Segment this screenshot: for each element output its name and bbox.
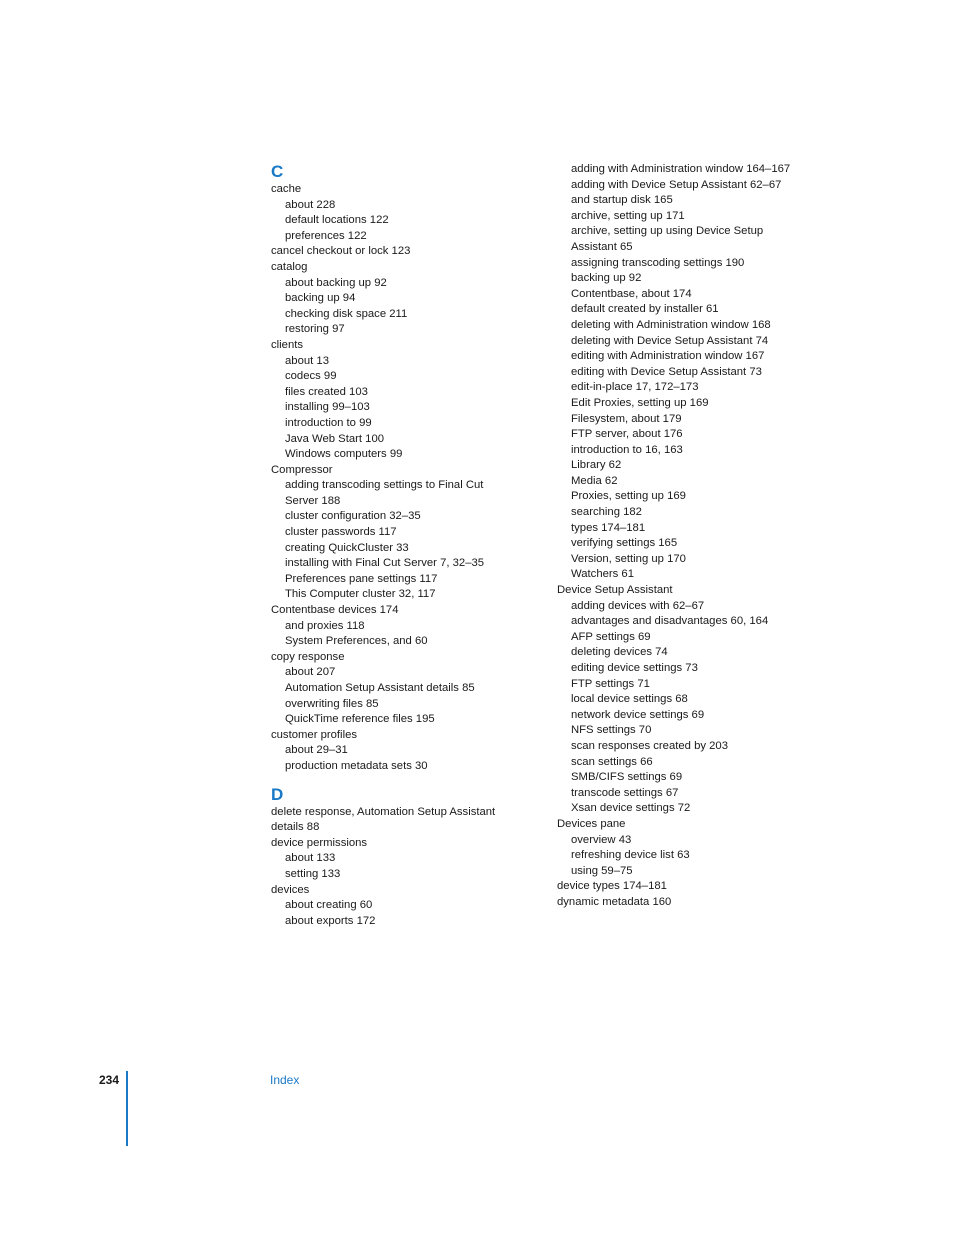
index-subentry: Proxies, setting up 169 — [571, 490, 686, 503]
index-subentry: editing device settings 73 — [571, 662, 698, 674]
index-entry: Compressor — [271, 463, 333, 476]
index-subentry: about backing up 92 — [285, 276, 387, 289]
index-letter-heading: C — [271, 162, 284, 181]
index-subentry: network device settings 69 — [571, 708, 705, 721]
index-subentry: adding with Administration window 164–167 — [571, 163, 791, 175]
index-column-left — [271, 162, 541, 929]
index-entry: device types 174–181 — [557, 880, 667, 893]
index-subentry: refreshing device list 63 — [571, 849, 690, 862]
index-subentry: checking disk space 211 — [285, 307, 408, 320]
index-subentry: backing up 94 — [285, 292, 356, 305]
index-subentry: about exports 172 — [285, 914, 376, 927]
index-subentry: archive, setting up using Device Setup — [571, 225, 764, 238]
index-entry: customer profiles — [271, 728, 358, 741]
index-subentry: Edit Proxies, setting up 169 — [571, 396, 709, 409]
index-subentry: overview 43 — [571, 833, 632, 846]
index-entry: delete response, Automation Setup Assistant — [271, 805, 496, 818]
index-subentry: about 29–31 — [285, 744, 348, 757]
index-subentry: Java Web Start 100 — [285, 432, 385, 445]
index-subentry: Version, setting up 170 — [571, 552, 686, 565]
index-subentry: about creating 60 — [285, 899, 373, 912]
index-subentry: restoring 97 — [285, 323, 345, 336]
index-subentry: Media 62 — [571, 474, 618, 487]
index-entry: Contentbase devices 174 — [271, 604, 399, 617]
index-subentry: Filesystem, about 179 — [571, 412, 682, 425]
index-column-right — [557, 162, 837, 911]
index-subentry: production metadata sets 30 — [285, 759, 428, 772]
index-subentry: edit-in-place 17, 172–173 — [571, 381, 699, 394]
index-subentry: advantages and disadvantages 60, 164 — [571, 615, 769, 628]
index-subentry: and proxies 118 — [285, 619, 365, 632]
index-subentry: adding devices with 62–67 — [571, 599, 705, 612]
index-subentry: about 13 — [285, 354, 329, 367]
index-subentry: Server 188 — [285, 494, 341, 507]
index-subentry: editing with Device Setup Assistant 73 — [571, 365, 762, 378]
index-subentry: FTP settings 71 — [571, 677, 650, 690]
index-subentry: types 174–181 — [571, 521, 646, 534]
page-number: 234 — [99, 1073, 120, 1087]
index-entry: Devices pane — [557, 817, 626, 830]
index-subentry: adding transcoding settings to Final Cut — [285, 479, 484, 492]
index-subentry: default created by installer 61 — [571, 303, 719, 316]
index-entry: device permissions — [271, 836, 368, 849]
index-subentry: Watchers 61 — [571, 568, 634, 581]
index-entry: cancel checkout or lock 123 — [271, 245, 411, 258]
index-subentry: Assistant 65 — [571, 240, 633, 253]
index-subentry: System Preferences, and 60 — [285, 635, 428, 648]
index-entry: clients — [271, 338, 304, 351]
index-subentry: deleting devices 74 — [571, 646, 668, 659]
index-subentry: creating QuickCluster 33 — [285, 541, 409, 554]
index-subentry: cluster configuration 32–35 — [285, 510, 421, 523]
index-subentry: and startup disk 165 — [571, 194, 673, 207]
index-subentry: FTP server, about 176 — [571, 428, 683, 441]
index-subentry: default locations 122 — [285, 214, 389, 227]
index-entry: Device Setup Assistant — [557, 584, 673, 597]
index-entry: devices — [271, 883, 310, 896]
index-subentry: deleting with Device Setup Assistant 74 — [571, 334, 769, 347]
index-subentry: Preferences pane settings 117 — [285, 572, 438, 585]
index-subentry: about 207 — [285, 666, 336, 679]
index-subentry: about 228 — [285, 198, 336, 211]
index-subentry: SMB/CIFS settings 69 — [571, 771, 683, 784]
index-subentry: installing with Final Cut Server 7, 32–35 — [285, 557, 485, 570]
index-subentry: Library 62 — [571, 459, 622, 472]
index-subentry: Xsan device settings 72 — [571, 802, 691, 815]
index-subentry: NFS settings 70 — [571, 724, 652, 737]
index-subentry: assigning transcoding settings 190 — [571, 256, 745, 269]
footer-section-label: Index — [270, 1073, 300, 1087]
index-subentry: cluster passwords 117 — [285, 526, 397, 539]
index-subentry: archive, setting up 171 — [571, 209, 685, 222]
index-subentry: overwriting files 85 — [285, 697, 379, 710]
index-subentry: QuickTime reference files 195 — [285, 713, 435, 726]
index-subentry: This Computer cluster 32, 117 — [285, 588, 436, 601]
index-entry: copy response — [271, 650, 345, 663]
index-subentry: preferences 122 — [285, 229, 367, 242]
index-subentry: scan settings 66 — [571, 755, 653, 768]
index-subentry: editing with Administration window 167 — [571, 350, 765, 363]
index-subentry: files created 103 — [285, 385, 368, 398]
index-entry: details 88 — [271, 821, 320, 834]
index-subentry: installing 99–103 — [285, 401, 370, 414]
index-subentry: Automation Setup Assistant details 85 — [285, 682, 475, 694]
index-entry: dynamic metadata 160 — [557, 895, 672, 908]
index-subentry: introduction to 99 — [285, 416, 372, 429]
index-subentry: transcode settings 67 — [571, 786, 679, 799]
index-subentry: setting 133 — [285, 867, 341, 880]
index-subentry: Windows computers 99 — [285, 448, 403, 461]
index-subentry: local device settings 68 — [571, 693, 688, 706]
index-subentry: AFP settings 69 — [571, 630, 651, 643]
index-subentry: Contentbase, about 174 — [571, 287, 692, 300]
index-subentry: deleting with Administration window 168 — [571, 318, 771, 331]
index-subentry: introduction to 16, 163 — [571, 443, 683, 456]
index-subentry: searching 182 — [571, 506, 642, 519]
index-subentry: verifying settings 165 — [571, 537, 678, 550]
index-subentry: codecs 99 — [285, 370, 337, 383]
index-subentry: adding with Device Setup Assistant 62–67 — [571, 178, 782, 191]
footer-divider — [126, 1071, 128, 1146]
index-letter-heading: D — [271, 784, 284, 804]
index-entry: cache — [271, 183, 302, 195]
index-subentry: scan responses created by 203 — [571, 739, 728, 752]
index-subentry: backing up 92 — [571, 272, 642, 285]
index-subentry: about 133 — [285, 852, 336, 865]
index-subentry: using 59–75 — [571, 864, 633, 877]
index-entry: catalog — [271, 260, 308, 273]
